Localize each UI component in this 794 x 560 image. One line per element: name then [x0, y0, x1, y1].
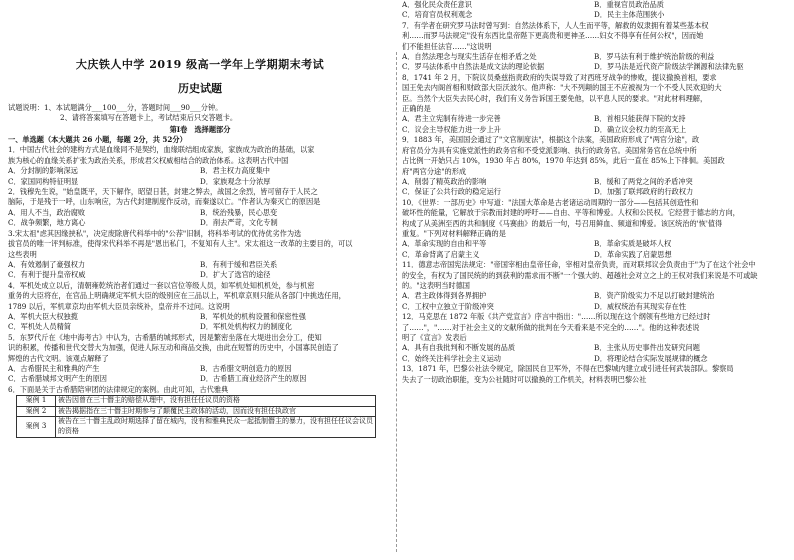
question-text: 的安全，有权为了国民统的的到获利的需求而不断"一个强大的、超越社会对立之上的王权对我们来说是不可或缺	[402, 270, 758, 280]
answer-options	[402, 52, 786, 73]
answer-option: A．具有自我批判和不断发展的品质	[402, 343, 516, 353]
answer-option: C．战争频繁，地方离心	[8, 218, 86, 228]
column-divider	[396, 52, 397, 552]
answer-option: A．强化民众责任意识	[402, 0, 472, 9]
question-list	[402, 0, 786, 385]
question-text: 2．钱穆先生说，"始皇既平，天下解作，昭望日甚，封建之弊去，战国之余烈，皆可留存于人民之	[8, 187, 318, 197]
answer-options	[402, 239, 786, 260]
answer-option: B．军机处的机构设置和保密性强	[200, 311, 306, 321]
exam-title: 大庆铁人中学 2019 级高一学年上学期期末考试	[75, 58, 325, 71]
answer-option: C．罗马法体系中自然法是成文法的理论依据	[402, 62, 545, 72]
answer-option: A．君主政体得到各界拥护	[402, 291, 487, 301]
question-text: 国王免去内阁首相和财政部大臣沃波尔。他声称："大不列颠的国王不应被视为一个不受人民欢迎的大	[402, 83, 722, 93]
question-text: 脑际，于是残于一呼，山东响应，为古代封建制度作反动，而秦遂以亡。"作者认为秦灭亡的原因是	[8, 197, 321, 207]
answer-option: B．缓和了两党之间的矛盾冲突	[594, 176, 693, 186]
question-text: 10．《世界：一部历史》中写道："法国大革命是古老诸运动周期的一部分——包括其创造性和	[402, 197, 699, 207]
answer-option: D．确立议会权力的至高无上	[594, 124, 687, 134]
question-text: 7．有学者在研究罗马法时曾写到：自然法体系下，人人生而平等，解救的奴隶拥有着某些基本权	[402, 20, 709, 30]
question-text: 5．东罗代斤在《地中海考古》中认为，古希腊的城邦形式，因是繁密坐落在大堤进出会分工，使知	[8, 332, 322, 342]
case-table	[16, 395, 376, 437]
answer-options	[8, 260, 392, 281]
question-text: 1789 以后，军机章京均由军机大臣员亲统补，皇帝并不过问。这说明	[8, 301, 230, 311]
question	[8, 281, 392, 333]
question	[402, 135, 786, 197]
question-list	[8, 145, 392, 437]
answer-option: A．古希腊民主和雅典的产生	[8, 363, 100, 373]
answer-option: C．始终关注科学社会主义运动	[402, 353, 501, 363]
answer-option: B．资产阶级实力不足以打破封建统治	[594, 291, 715, 301]
question-text: 了……"，"……对于社会主义的文献所做的批判在今天看来是不完全的……"。他的这种表述说	[402, 322, 700, 332]
answer-option: B．罗马法有利于维护统治阶级的利益	[594, 52, 715, 62]
question-text: 正确的是	[402, 104, 431, 114]
question-text: 明了《宣言》发表后	[402, 333, 467, 342]
answer-option: D．军机处机构权力的制度化	[200, 322, 293, 332]
answer-option: C．培育官员权利观念	[402, 10, 473, 20]
answer-option: C．议会主导权能力进一步上升	[402, 124, 501, 134]
answer-option: C．军机处人员精简	[8, 322, 72, 332]
question-text: 这些表明	[8, 249, 37, 259]
question	[402, 364, 786, 385]
question-text: 利……而罗马法规定"没有东西比皇帝陛下更高贵和更神圣……妇女不得享有任何公权"，因而她	[402, 31, 704, 41]
answer-option: C．家国同构特征明显	[8, 176, 79, 186]
answer-options	[8, 364, 392, 385]
answer-option: D．将理论结合实际发展规律的概念	[594, 353, 708, 363]
question-text: 的。"这表明当时德国	[402, 280, 470, 290]
table-row	[17, 396, 376, 407]
answer-option: A．分封制的影响深远	[8, 166, 78, 176]
answer-option: C．工权中立独立于阶级冲突	[402, 301, 494, 311]
question-text: 4．军机处成立以后，清朝雍乾统治者们通过一套以官位等级人员，如军机处知机机处，参与机密	[8, 280, 315, 290]
answer-options	[8, 208, 392, 229]
question	[402, 21, 786, 73]
case-text: 被告因曾在三十僭主的赔偿从理中，没有担任任议员的资格	[56, 396, 376, 407]
question-text: 失去了一切政治职能，变为公社随时可以撤换的工作机关，材料表明巴黎公社	[402, 374, 647, 384]
answer-option: D．威权统治有其现实存在性	[594, 301, 687, 311]
case-label: 案例 1	[17, 396, 56, 407]
case-text: 被告在三十僭主乱政时期选择了留在城内，没有和雅典民众一起抵制僭主的暴力，没有担任任议会议员的资格	[56, 417, 376, 437]
answer-option: B．古希腊文明创造力的原因	[200, 363, 292, 373]
case-label: 案例 3	[17, 417, 56, 437]
question-text: 破坏性的能量，它解放于宗教而封建的呼吁——自由、平等和博爱。人权和公民权。它经营于德志的方向，	[402, 208, 740, 218]
note-line: 2、请将答案填写在答题卡上，考试结束后只交答题卡。	[60, 113, 238, 123]
question	[8, 333, 392, 385]
left-column	[8, 0, 392, 560]
answer-option: D．加强了联邦政府的行政权力	[594, 187, 694, 197]
answer-option: D．民主主体范围狭小	[594, 10, 665, 20]
question-text: 们不能担任法官……"这说明	[402, 41, 492, 51]
answer-option: A．军机大臣大权独揽	[8, 311, 78, 321]
answer-option: D．家族观念十分浓厚	[200, 176, 271, 186]
answer-option: A．自然法理念与现实生活存在相矛盾之处	[402, 52, 537, 62]
answer-options	[402, 343, 786, 364]
question-text: 府官员分为具有实施党派性的政务官和不受党派影响、执行的政务官。美国常务官在总统中所	[402, 145, 697, 155]
question	[402, 198, 786, 260]
answer-option: B．主张从历史事件出发研究问题	[594, 343, 700, 353]
table-row	[17, 417, 376, 437]
answer-option: B．重视官员政治品质	[594, 0, 664, 9]
answer-option: B．有利于缓和君臣关系	[200, 259, 278, 269]
exam-notes	[8, 103, 392, 124]
question-text: 9．1883 年，美国国会通过了"文官制度法"，根据这个法案，美国政府形成了"两官分途"，政	[402, 135, 700, 145]
question	[402, 0, 786, 21]
answer-option: A．用人不当，政治腐败	[8, 207, 86, 217]
question-text: 1．中国古代社会的建构方式是血缘同不是契约，血缘联结组成家族，家族成为政治的基础，以家	[8, 145, 315, 155]
question-text: 12．马克思在 1872 年版《共产党宣言》序言中指出："……所以现在这个纲领有些地方已经过时	[402, 312, 711, 322]
answer-option: C．革命背离了启蒙主义	[402, 249, 480, 259]
question-text: 拔官员的唯一评判标准，使得宋代科举不再是"恩出私门，不复知有人主"。宋太祖这一改革的主要目的，可以	[8, 239, 353, 249]
question	[8, 145, 392, 187]
question-text: 族为核心的血缘关系扩张为政治关系，形成君父权威相结合的政治体系。这表明古代中国	[8, 155, 289, 165]
question-text: 13．1871 年，巴黎公社法令规定，除国民自卫军外，不得在巴黎城内建立或引进任何武装部队。黎察局	[402, 364, 734, 374]
right-column	[402, 0, 786, 560]
exam-subtitle: 历史试题	[178, 82, 222, 96]
question-text: 11．德意志帝国宪法规定："帝国宰相由皇帝任命，宰相对皇帝负责，而对联邦议会负责由于"为了在这个社会中	[402, 260, 756, 270]
answer-option: B．首相只能获得下院的支持	[594, 114, 686, 124]
answer-option: A．君主立宪制有待进一步完善	[402, 114, 501, 124]
answer-option: D．古希腊工商业经济产生的原因	[200, 374, 307, 384]
case-label: 案例 2	[17, 406, 56, 417]
case-text: 被告揭据指在三十僭主时期参与了颠覆民主政体的活动，因而没有担任执政官	[56, 406, 376, 417]
answer-options	[8, 166, 392, 187]
answer-option: B．统治残暴，民心思变	[200, 207, 278, 217]
question	[8, 187, 392, 229]
question-text: 识的积累，传播和世代交替大为加强，促进人际互动和商品交换，由此在短暂的历史中，小国寡民创造了	[8, 343, 339, 353]
question	[402, 73, 786, 135]
answer-option: D．削去严苛，文化专制	[200, 218, 278, 228]
question-text: 府"两官分途"的形成	[402, 166, 467, 176]
answer-options	[402, 114, 786, 135]
question-text: 8．1741 年 2 月，下院议员桑兹指责政府的失误导致了对西班牙战争的惨败，提议撤换首相，要求	[402, 72, 717, 82]
question	[8, 229, 392, 281]
answer-option: A．革命实现的自由和平等	[402, 239, 487, 249]
answer-options	[402, 291, 786, 312]
answer-options	[402, 177, 786, 198]
answer-option: C．有利于提升皇帝权威	[8, 270, 86, 280]
question-text: 占比例一开始只占 10%，1930 年占 80%，1970 年达到 85%，此后一直在 85%上下徘徊。美国政	[402, 156, 725, 166]
question	[402, 260, 786, 312]
part-title: 一、单选题（本大题共 26 小题，每题 2分，共 52分）	[8, 135, 187, 145]
answer-option: A．有效遏制了豪强权力	[8, 259, 86, 269]
question-text: 6．下面是关于古希腊陪审团的法律规定的案例。由此可知，古代雅典	[8, 384, 229, 394]
question-text: 辉煌的古代文明。该观点解释了	[8, 353, 109, 363]
answer-option: B．君主权力高度集中	[200, 166, 270, 176]
question-text: 臣。当然个大臣失去民心时，我们有义务告诉国王要免他，以平息人民的要求。"对此材料理解，	[402, 93, 708, 103]
question-text: 3.宋太祖"虑其因缘挟私"，决定废除唐代科举中的"公荐"旧制，将科举考试的优待优劣作为选	[8, 228, 302, 238]
question-text: 构成了从美洲至西的共和制度《马赛曲》的最后一句，号召用鲜血、频道和博爱。该区统治的'恢'值得	[402, 218, 723, 228]
question-text: 重务的大臣将在，在官品上明确规定军机大臣的级别应在三品以上，军机章京则只能从各部门中挑选任用，	[8, 291, 346, 301]
question	[402, 312, 786, 364]
question	[8, 385, 392, 438]
answer-option: D．罗马法是近代资产阶级法学渊源和法律先驱	[594, 62, 744, 72]
answer-option: A．削弱了精英政治的影响	[402, 176, 487, 186]
table-row	[17, 406, 376, 417]
answer-option: D．扩大了选官的途径	[200, 270, 271, 280]
section-title: 第Ⅰ卷 选择题部分	[169, 124, 231, 134]
answer-option: D．革命实践了启蒙思想	[594, 249, 672, 259]
note-line: 试题说明：1、本试题满分___100___分，答题时间___90___分钟。	[8, 102, 223, 112]
answer-option: B．革命实质是破坏人权	[594, 239, 672, 249]
answer-options	[8, 312, 392, 333]
question-text: 重复。"下列对材料解释正确的是	[402, 228, 506, 238]
answer-options	[402, 0, 786, 21]
answer-option: C．保证了公共行政的稳定运行	[402, 187, 501, 197]
answer-option: C．古希腊城邦文明产生的原因	[8, 374, 107, 384]
